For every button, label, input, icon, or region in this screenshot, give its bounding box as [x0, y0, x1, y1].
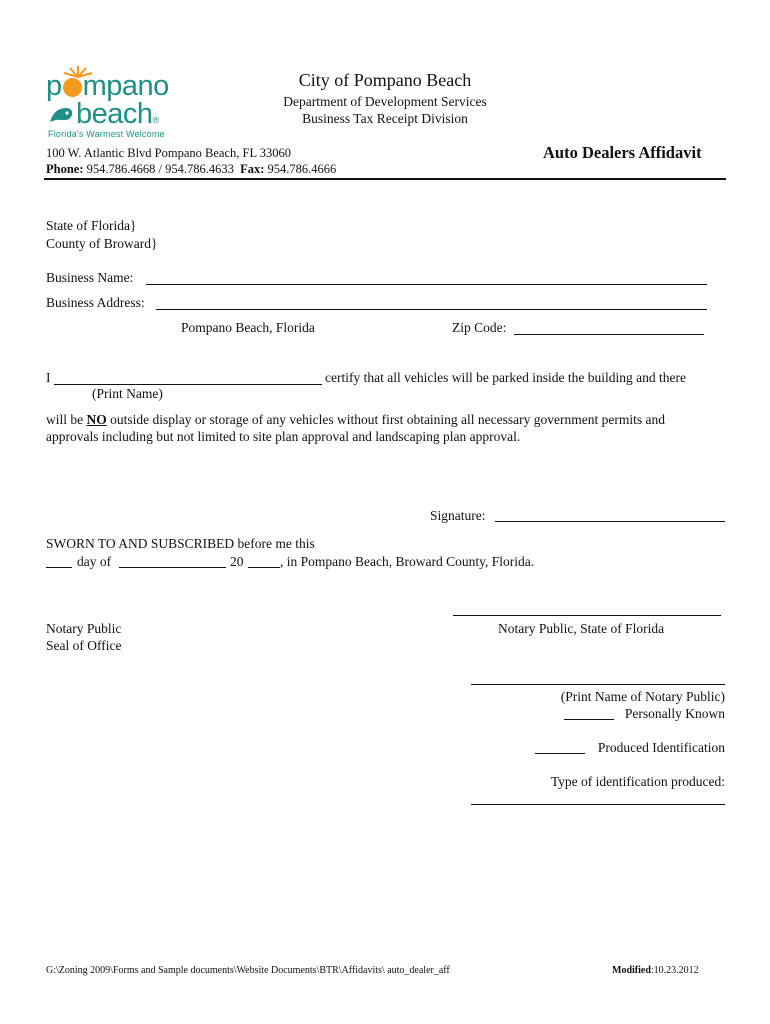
logo-text-mpano: mpano: [82, 70, 169, 102]
header-divider: [44, 178, 726, 180]
registered-mark: ®: [152, 115, 159, 125]
form-title: Auto Dealers Affidavit: [543, 143, 702, 162]
business-name-field[interactable]: [146, 284, 707, 285]
seal-of-office-label: Seal of Office: [46, 638, 122, 653]
city-state-text: Pompano Beach, Florida: [181, 320, 315, 335]
id-type-field[interactable]: [471, 804, 725, 805]
personally-known-label: Personally Known: [624, 706, 725, 721]
modified-date: [612, 965, 699, 976]
notary-state-label: Notary Public, State of Florida: [498, 621, 665, 636]
certify-text-3: approvals including but not limited to site plan approval and landscaping plan approval.: [46, 429, 521, 444]
zip-code-field[interactable]: [514, 334, 704, 335]
venue-state: State of Florida}: [46, 218, 137, 233]
certify-text-1: certify that all vehicles will be parked inside the building and there: [325, 370, 687, 385]
produced-id-label: Produced Identification: [597, 740, 725, 755]
id-type-label: Type of identification produced:: [550, 774, 725, 789]
signature-label: Signature:: [430, 508, 486, 523]
sworn-day-field[interactable]: [46, 567, 72, 568]
fax-value: 954.786.4666: [267, 162, 337, 176]
sworn-location: , in Pompano Beach, Broward County, Florida.: [280, 554, 535, 569]
file-path: G:\Zoning 2009\Forms and Sample documents\Website Documents\BTR\Affidavits\ auto_dealer_aff: [46, 965, 450, 976]
logo-text-p: p: [46, 70, 62, 102]
print-name-caption: (Print Name): [92, 386, 163, 401]
city-name: City of Pompano Beach: [298, 70, 472, 90]
sworn-year-prefix: 20: [230, 554, 244, 569]
modified-value: :10.23.2012: [650, 965, 699, 976]
contact-line: [46, 162, 336, 177]
certify-text-2: will be NO outside display or storage of any vehicles without first obtaining all necessary government permits and: [46, 412, 665, 427]
business-name-label: Business Name:: [46, 270, 134, 285]
notary-signature-field[interactable]: [453, 615, 721, 616]
business-address-field[interactable]: [156, 309, 707, 310]
personally-known-field[interactable]: [564, 719, 614, 720]
fax-label: Fax:: [240, 162, 265, 176]
sworn-year-field[interactable]: [248, 567, 280, 568]
sworn-day-of: day of: [77, 554, 112, 569]
logo-text-beach: beach: [76, 98, 153, 130]
certify-pronoun: I: [46, 370, 51, 385]
business-address-label: Business Address:: [46, 295, 145, 310]
notary-print-name-field[interactable]: [471, 684, 725, 685]
phone-value: 954.786.4668 / 954.786.4633: [86, 162, 234, 176]
notary-public-label: Notary Public: [46, 621, 122, 636]
logo-tagline: Florida's Warmest Welcome: [48, 129, 165, 139]
notary-print-name-label: (Print Name of Notary Public): [560, 689, 725, 704]
modified-label: Modified: [612, 965, 651, 976]
phone-label: Phone:: [46, 162, 84, 176]
office-address: 100 W. Atlantic Blvd Pompano Beach, FL 33060: [46, 146, 292, 160]
division-name: Business Tax Receipt Division: [302, 111, 468, 126]
sworn-month-field[interactable]: [119, 567, 226, 568]
sworn-line-1: SWORN TO AND SUBSCRIBED before me this: [46, 536, 315, 551]
venue-county: County of Broward}: [46, 236, 158, 251]
signature-field[interactable]: [495, 521, 725, 522]
produced-id-field[interactable]: [535, 753, 585, 754]
zip-code-label: Zip Code:: [452, 320, 507, 335]
print-name-field[interactable]: [54, 384, 322, 385]
department-name: Department of Development Services: [283, 94, 487, 109]
emphasis-no: NO: [86, 412, 107, 427]
